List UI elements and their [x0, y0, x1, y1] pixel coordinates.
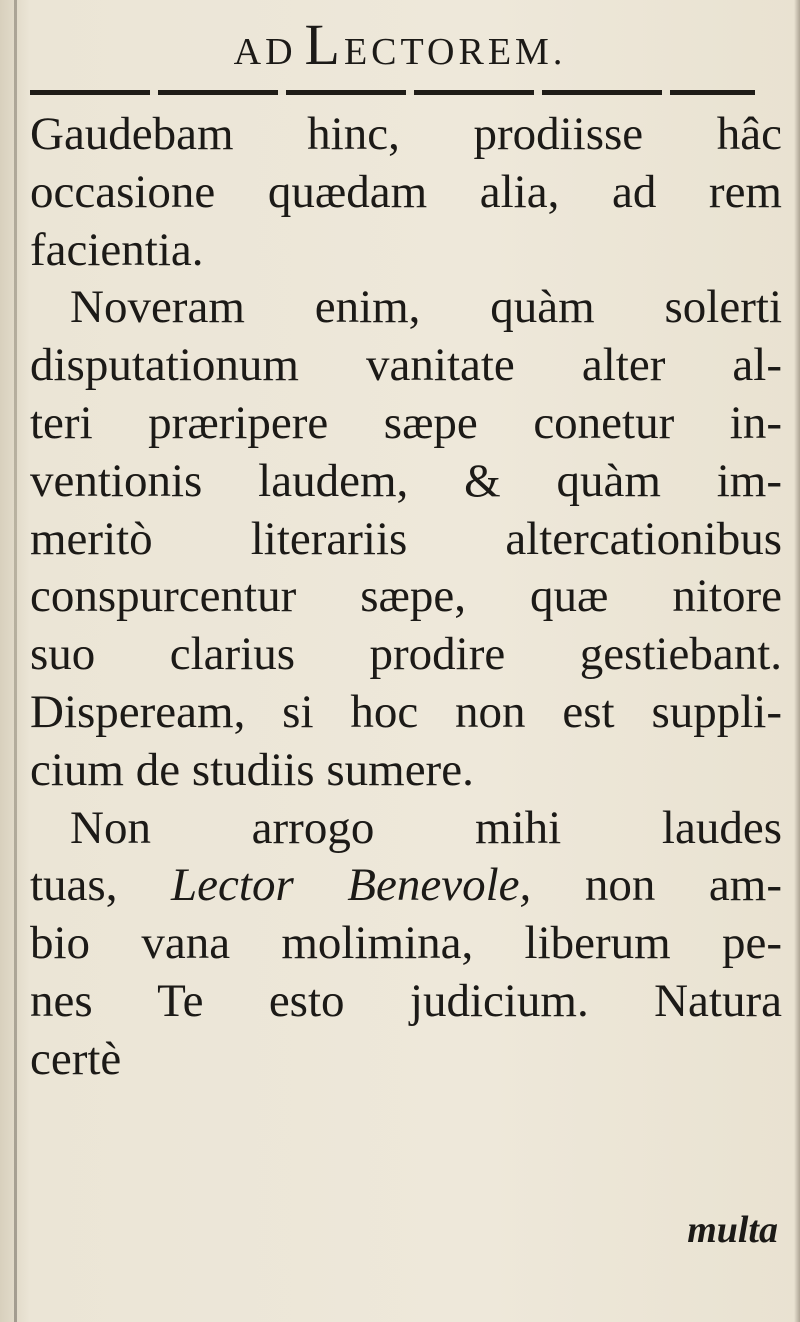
text-line: teri præripere sæpe conetur in- — [30, 396, 782, 449]
text-line: Dispeream, si hoc non est suppli- — [30, 685, 782, 738]
text-line: occasione quædam alia, ad rem — [30, 165, 782, 218]
running-head — [0, 12, 800, 77]
running-head-prefix: AD — [233, 31, 297, 73]
text-line: suo clarius prodire gestiebant. — [30, 628, 782, 681]
text-line: facientia. — [30, 223, 204, 276]
reader-address: Lector Benevole, — [171, 859, 532, 912]
running-head-title: ECTOREM. — [343, 31, 567, 73]
text-line: ventionis laudem, & quàm im- — [30, 454, 782, 507]
text-line-with-address — [30, 857, 782, 915]
text-line: cium de studiis sumere. — [30, 743, 474, 796]
text-line: Noveram enim, quàm solerti — [70, 281, 782, 334]
text-segment: tuas, — [30, 859, 172, 912]
catchword: multa — [687, 1209, 778, 1251]
page-edge-shadow — [794, 0, 800, 1322]
text-line: meritò literariis altercationibus — [30, 512, 782, 565]
text-line: bio vana molimina, liberum pe- — [30, 917, 782, 970]
body-text — [30, 106, 782, 1089]
text-line: Non arrogo mihi laudes — [70, 801, 782, 854]
text-line: disputationum vanitate alter al- — [30, 339, 782, 392]
header-rule — [30, 90, 755, 95]
text-line: certè — [30, 1032, 122, 1085]
running-head-initial: L — [304, 12, 344, 77]
text-line: conspurcentur sæpe, quæ nitore — [30, 570, 782, 623]
text-line: nes Te esto judicium. Natura — [30, 974, 782, 1027]
text-segment: non am- — [584, 859, 782, 912]
binding-edge — [14, 0, 17, 1322]
text-line: Gaudebam hinc, prodiisse hâc — [30, 108, 782, 160]
